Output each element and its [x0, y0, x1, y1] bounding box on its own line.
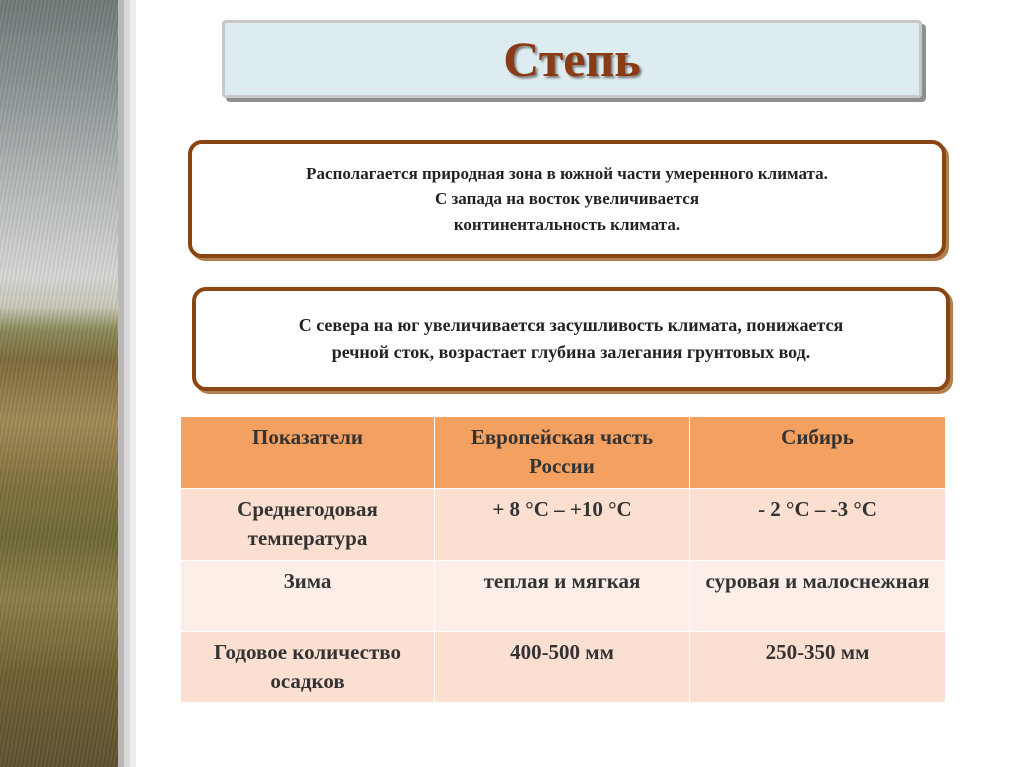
- table-header-cell: Европейская часть России: [435, 417, 690, 489]
- info-box-location: [188, 140, 946, 258]
- slide-title: Степь: [503, 31, 641, 87]
- table-row: [181, 560, 946, 631]
- decorative-stripe: [130, 0, 136, 767]
- table-cell: + 8 °С – +10 °С: [435, 488, 690, 560]
- steppe-landscape-image: [0, 0, 118, 767]
- info-line: Располагается природная зона в южной части умеренного климата.: [306, 163, 828, 183]
- table-cell: теплая и мягкая: [435, 560, 690, 631]
- table-row: [181, 631, 946, 703]
- table-header-row: [181, 417, 946, 489]
- table-cell: - 2 °С – -3 °С: [690, 488, 946, 560]
- info-line: С запада на восток увеличивается: [434, 189, 700, 209]
- comparison-table: [180, 416, 946, 703]
- table-cell: Годовое количество осадков: [181, 631, 435, 703]
- table-cell: Зима: [181, 560, 435, 631]
- info-box-aridity: [192, 287, 950, 391]
- table-header-cell: Показатели: [181, 417, 435, 489]
- table-cell: Среднегодовая температура: [181, 488, 435, 560]
- table-header-cell: Сибирь: [690, 417, 946, 489]
- info-box-aridity-text: [299, 312, 844, 366]
- table-cell: 250-350 мм: [690, 631, 946, 703]
- info-box-location-text: [306, 161, 828, 238]
- info-line: речной сток, возрастает глубина залегания грунтовых вод.: [331, 342, 811, 362]
- info-line: континентальность климата.: [453, 214, 681, 234]
- table-row: [181, 488, 946, 560]
- table-cell: суровая и малоснежная: [690, 560, 946, 631]
- info-line: С севера на юг увеличивается засушливость климата, понижается: [298, 315, 844, 335]
- title-banner: [222, 20, 922, 98]
- table-cell: 400-500 мм: [435, 631, 690, 703]
